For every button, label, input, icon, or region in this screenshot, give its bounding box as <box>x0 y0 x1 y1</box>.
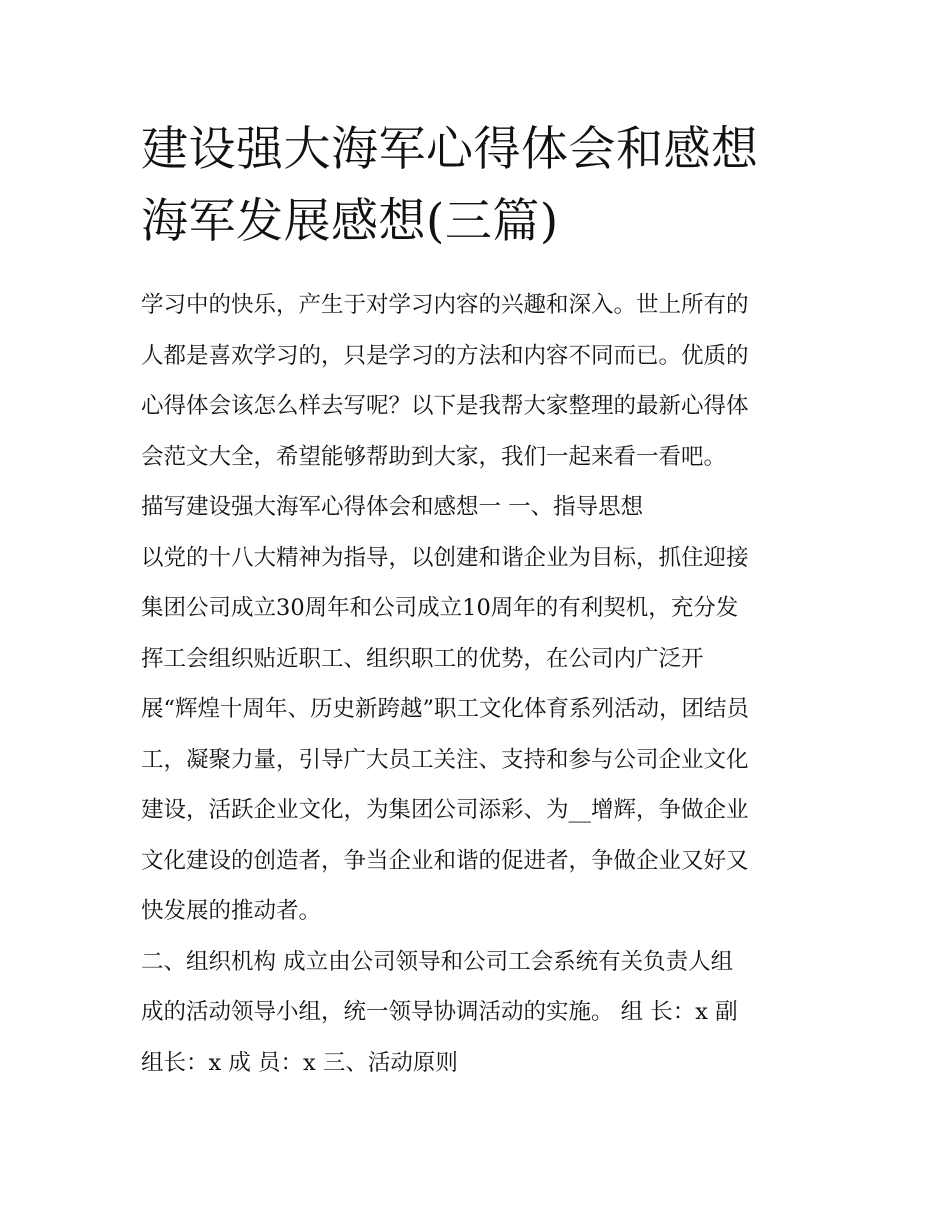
body-line: 挥工会组织贴近职工、组织职工的优势，在公司内广泛开 <box>141 645 704 672</box>
body-line: 建设，活跃企业文化，为集团公司添彩、为__增辉，争做企业 <box>141 797 749 823</box>
body-line: 文化建设的创造者，争当企业和谐的促进者，争做企业又好又 <box>141 847 749 874</box>
body-line: 人都是喜欢学习的，只是学习的方法和内容不同而已。优质的 <box>141 342 749 369</box>
body-line: 心得体会该怎么样去写呢？以下是我帮大家整理的最新心得体 <box>141 393 749 419</box>
body-line: 集团公司成立30周年和公司成立10周年的有利契机，充分发 <box>141 595 739 621</box>
section-heading-line: 描写建设强大海军心得体会和感想一 一、指导思想 <box>141 494 644 520</box>
body-line: 会范文大全，希望能够帮助到大家，我们一起来看一看吧。 <box>141 443 727 470</box>
document-title <box>141 114 841 258</box>
title-line-2: 海军发展感想(三篇) <box>141 194 559 249</box>
body-line: 快发展的推动者。 <box>141 898 322 924</box>
body-line: 以党的十八大精神为指导，以创建和谐企业为目标，抓住迎接 <box>141 544 749 571</box>
body-line: 工，凝聚力量，引导广大员工关注、支持和参与公司企业文化 <box>141 746 749 773</box>
body-line: 组长：x 成 员：x 三、活动原则 <box>141 1049 458 1076</box>
section-heading-line: 二、组织机构 成立由公司领导和公司工会系统有关负责人组 <box>141 948 734 975</box>
document-body <box>141 280 831 1088</box>
body-line: 展“辉煌十周年、历史新跨越”职工文化体育系列活动，团结员 <box>141 696 750 722</box>
body-line: 成的活动领导小组，统一领导协调活动的实施。 组 长：x 副 <box>141 999 738 1025</box>
body-line: 学习中的快乐，产生于对学习内容的兴趣和深入。世上所有的 <box>141 292 749 318</box>
title-line-1: 建设强大海军心得体会和感想 <box>141 122 759 177</box>
